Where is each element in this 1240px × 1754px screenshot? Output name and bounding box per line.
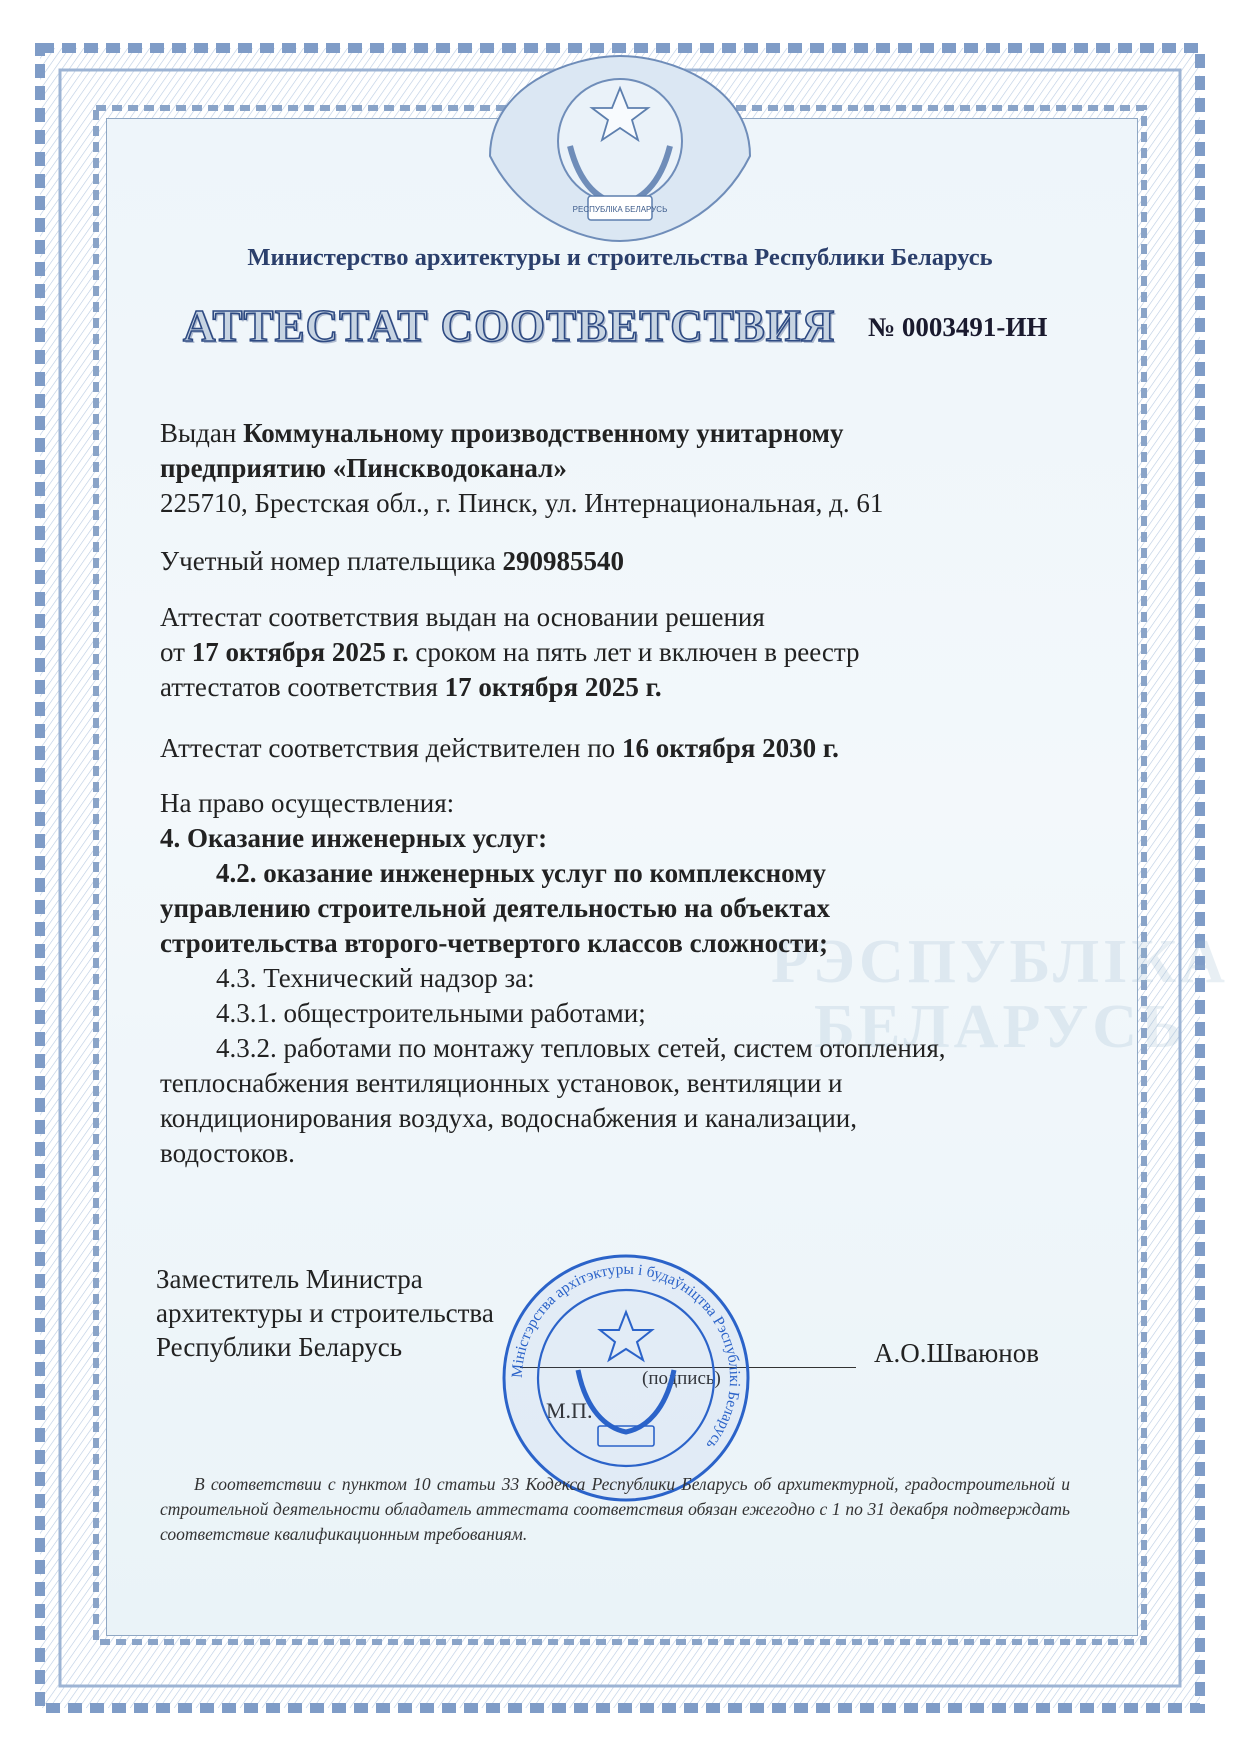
seal-ring-text: Міністэрства архітэктуры і будаўніцтва Рэспублікі Беларусь: [508, 1260, 744, 1453]
taxpayer-number: 290985540: [502, 546, 624, 576]
organization-address: 225710, Брестская обл., г. Пинск, ул. Интернациональная, д. 61: [160, 488, 884, 518]
basis-middle: сроком на пять лет и включен в реестр: [415, 637, 860, 667]
rights-item-4-3: 4.3. Технический надзор за:: [216, 963, 535, 993]
validity-line: [160, 731, 1080, 766]
state-emblem: [470, 46, 770, 246]
official-seal-stamp: [498, 1250, 754, 1506]
rights-item-4-2-line-3: строительства второго-четвертого классов сложности;: [160, 928, 828, 958]
issued-block: [160, 416, 1080, 521]
rights-item-4-3-2-line-2: теплоснабжения вентиляционных установок, вентиляции и: [160, 1068, 843, 1098]
decision-date: 17 октября 2025 г.: [191, 637, 409, 667]
validity-label: Аттестат соответствия действителен по: [160, 733, 616, 763]
emblem-ribbon-text: РЕСПУБЛІКА БЕЛАРУСЬ: [572, 205, 668, 214]
position-line-2: архитектуры и строительства: [156, 1298, 494, 1328]
rights-intro: На право осуществления:: [160, 788, 455, 818]
document-title: АТТЕСТАТ СООТВЕТСТВИЯ: [183, 301, 836, 351]
rights-item-4-3-2-line-1: 4.3.2. работами по монтажу тепловых сетей, систем отопления,: [216, 1033, 946, 1063]
basis-line-3: [160, 670, 1080, 705]
position-line-3: Республики Беларусь: [156, 1332, 403, 1362]
issued-line-1: [160, 416, 1080, 451]
certificate-number: № 0003491-ИН: [868, 312, 1048, 342]
position-line-1: Заместитель Министра: [156, 1264, 423, 1294]
watermark: РЭСПУБЛІКА БЕЛАРУСЬ: [771, 928, 1229, 1062]
legal-footnote: В соответствии с пунктом 10 статьи 33 Кодекса Республики Беларусь об архитектурной, градостроительной и строительной деятельности обладатель аттестата соответствия обязан ежегодно с 1 по 31 декабря подтверждать соответствие квалификационным требованиям.: [160, 1474, 1070, 1544]
rights-item-4-3-1: 4.3.1. общестроительными работами;: [216, 998, 646, 1028]
rights-section-4: 4. Оказание инженерных услуг:: [160, 823, 548, 853]
issued-prefix: Выдан: [160, 418, 237, 448]
rights-block: [160, 786, 1080, 1171]
ministry-heading: Министерство архитектуры и строительства Республики Беларусь: [247, 244, 993, 271]
signer-name: А.О.Шваюнов: [874, 1338, 1039, 1368]
organization-name-2: предприятию «Пинскводоканал»: [160, 453, 567, 483]
signatory-position: [156, 1262, 494, 1364]
rights-item-4-3-2-line-3: кондиционирования воздуха, водоснабжения и канализации,: [160, 1103, 857, 1133]
basis-block: [160, 600, 1080, 705]
taxpayer-label: Учетный номер плательщика: [160, 546, 496, 576]
validity-date: 16 октября 2030 г.: [621, 733, 839, 763]
rights-item-4-2-line-2: управлению строительной деятельностью на объектах: [160, 893, 831, 923]
rights-item-4-3-2-line-4: водостоков.: [160, 1138, 295, 1168]
basis-registry-label: аттестатов соответствия: [160, 672, 438, 702]
rights-item-4-2-line-1: 4.2. оказание инженерных услуг по комплексному: [216, 858, 827, 888]
registry-date: 17 октября 2025 г.: [444, 672, 662, 702]
basis-line-1: Аттестат соответствия выдан на основании решения: [160, 602, 765, 632]
taxpayer-line: [160, 544, 1080, 579]
organization-name-1: Коммунальному производственному унитарному: [243, 418, 844, 448]
basis-line-2: [160, 635, 1080, 670]
basis-from: от: [160, 637, 185, 667]
